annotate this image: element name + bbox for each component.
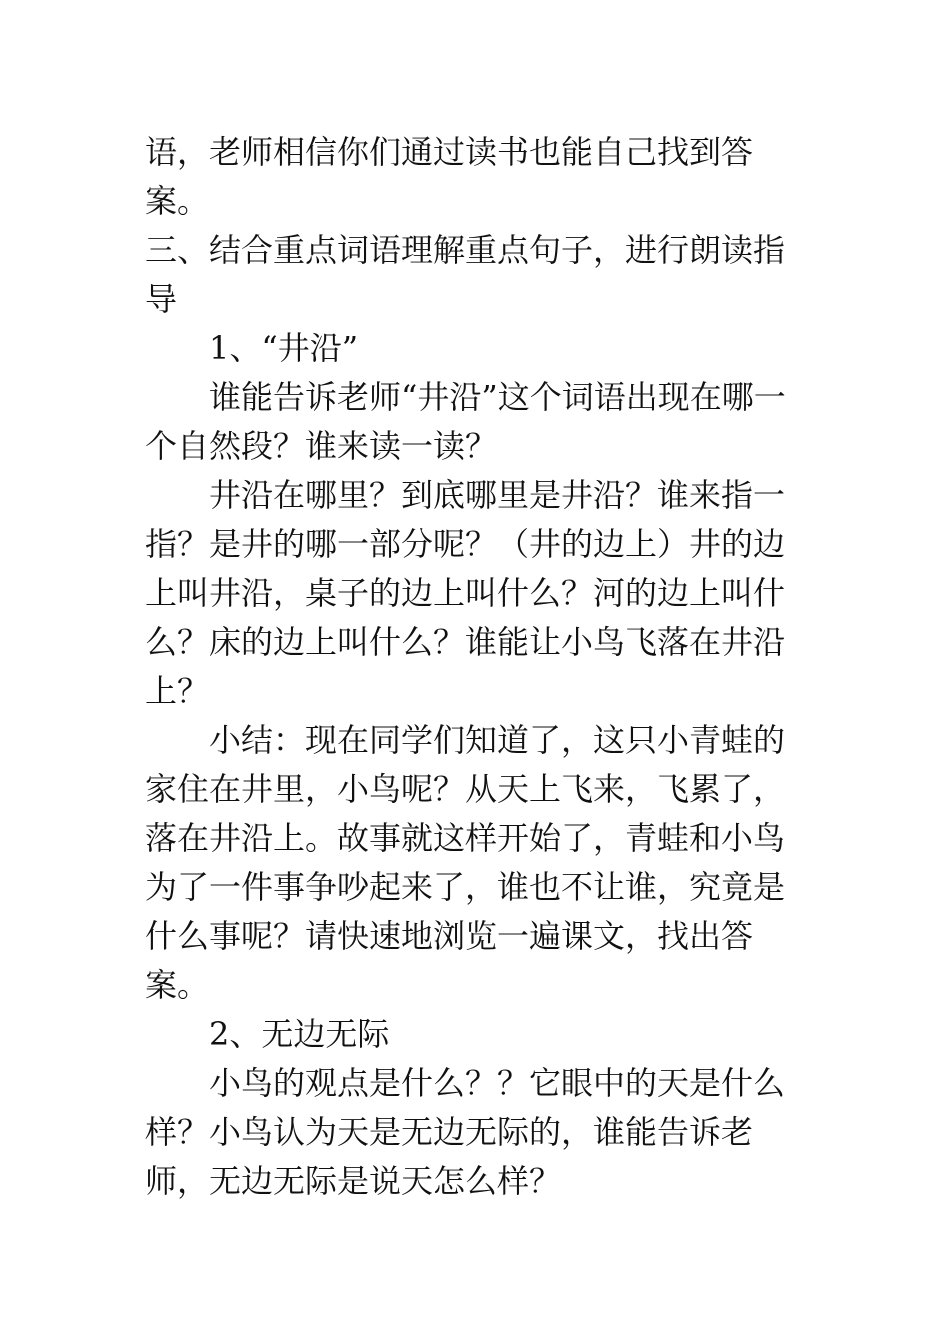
subheading-wubianwuji: 2、无边无际 [209, 1015, 390, 1053]
paragraph-question-jingyan: 谁能告诉老师“井沿”这个词语出现在哪一个自然段？谁来读一读？ [145, 378, 786, 465]
document-body [145, 128, 810, 1206]
paragraph-jingyan-explanation: 井沿在哪里？到底哪里是井沿？谁来指一指？是井的哪一部分呢？（井的边上）井的边上叫井沿，桌子的边上叫什么？河的边上叫什么？床的边上叫什么？谁能让小鸟飞落在井沿上？ [145, 476, 786, 710]
section-heading: 三、结合重点词语理解重点句子，进行朗读指导 [145, 231, 786, 318]
paragraph-bird-view: 小鸟的观点是什么？？它眼中的天是什么样？小鸟认为天是无边无际的，谁能告诉老师，无边无际是说天怎么样？ [145, 1064, 786, 1200]
subheading-jingyan: 1、“井沿” [209, 329, 359, 367]
paragraph-summary: 小结：现在同学们知道了，这只小青蛙的家住在井里，小鸟呢？从天上飞来，飞累了，落在井沿上。故事就这样开始了，青蛙和小鸟为了一件事争吵起来了，谁也不让谁，究竟是什么事呢？请快速地浏览一遍课文，找出答案。 [145, 721, 786, 1004]
paragraph-continuation: 语，老师相信你们通过读书也能自己找到答案。 [145, 133, 754, 220]
